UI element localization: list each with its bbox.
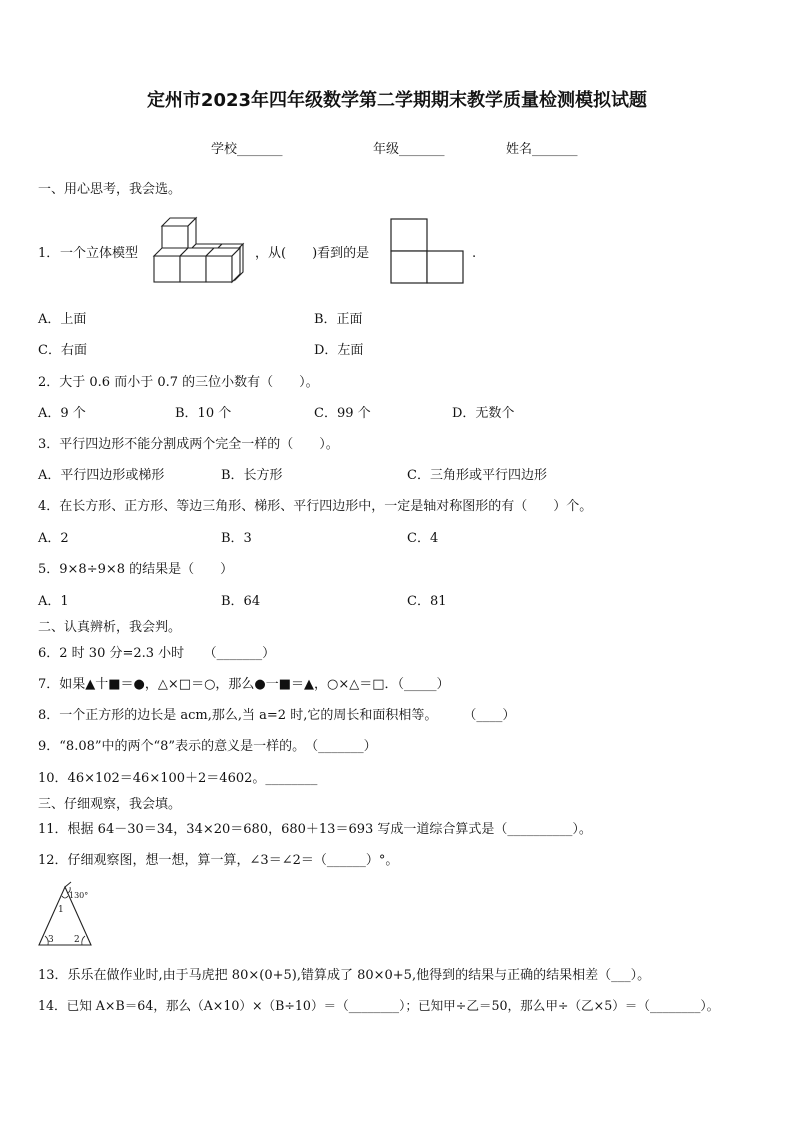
triangle-label-2: 2: [74, 935, 80, 945]
q13-text: 13．乐乐在做作业时,由于马虎把 80×(0+5),错算成了 80×0+5,他得到的结果与正确的结果相差（___）。: [38, 968, 651, 983]
q2-option-d[interactable]: D．无数个: [452, 406, 515, 421]
q7-text: 7．如果▲十■＝●，△×□＝○，那么●一■＝▲，○×△＝□．（_____）: [38, 677, 450, 692]
q8-text: 8．一个正方形的边长是 acm,那么,当 a=2 时,它的周长和面积相等。 （____）: [38, 708, 516, 723]
q1-option-b[interactable]: B．正面: [314, 312, 363, 327]
q3-option-c[interactable]: C．三角形或平行四边形: [407, 468, 547, 483]
q5-option-b[interactable]: B．64: [221, 594, 261, 609]
q3-text: 3．平行四边形不能分割成两个完全一样的（ ）。: [38, 437, 339, 452]
q1-prefix: 一个立体模型: [60, 246, 139, 261]
section-3-heading: 三、仔细观察，我会填。: [38, 797, 182, 812]
page-title: 定州市2023年四年级数学第二学期期末教学质量检测模拟试题: [146, 90, 648, 111]
q2-option-a[interactable]: A．9 个: [38, 406, 86, 421]
q9-text: 9．“8.08”中的两个“8”表示的意义是一样的。 （_______）: [38, 739, 377, 754]
school-field: 学校_______: [211, 142, 283, 157]
q4-option-c[interactable]: C．4: [407, 531, 439, 546]
section-1-heading: 一、用心思考，我会选。: [38, 182, 182, 197]
triangle-label-3: 3: [48, 935, 54, 945]
q10-text: 10．46×102＝46×100＋2＝4602。________: [38, 771, 318, 786]
q1-option-a[interactable]: A．上面: [38, 312, 87, 327]
q1-option-d[interactable]: D．左面: [314, 343, 364, 358]
q1-end: .: [472, 246, 477, 261]
q3-option-a[interactable]: A．平行四边形或梯形: [38, 468, 165, 483]
q6-text: 6．2 时 30 分=2.3 小时 （_______）: [38, 646, 276, 661]
q14-text: 14．已知 A×B＝64，那么（A×10）×（B÷10）＝（________）；已知甲÷乙＝50，那么甲÷（乙×5）＝（________）。: [38, 998, 720, 1013]
name-field: 姓名_______: [506, 142, 578, 157]
section-2-heading: 二、认真辨析，我会判。: [38, 620, 182, 635]
triangle-label-1: 1: [58, 905, 64, 915]
q3-option-b[interactable]: B．长方形: [221, 468, 283, 483]
q5-option-a[interactable]: A．1: [38, 594, 69, 609]
q5-option-c[interactable]: C．81: [407, 594, 447, 609]
triangle-figure: [35, 884, 95, 948]
q12-text: 12．仔细观察图，想一想，算一算，∠3＝∠2＝（______）°。: [38, 853, 399, 868]
q5-text: 5．9×8÷9×8 的结果是（ ）: [38, 562, 234, 577]
triangle-label-130: 130°: [69, 891, 89, 900]
cube-model-figure: [150, 216, 245, 288]
q4-text: 4．在长方形、正方形、等边三角形、梯形、平行四边形中，一定是轴对称图形的有（ ）个。: [38, 499, 593, 514]
q1-number: 1．: [38, 246, 60, 261]
view-figure: [390, 218, 464, 284]
q2-option-b[interactable]: B．10 个: [175, 406, 232, 421]
q4-option-b[interactable]: B．3: [221, 531, 252, 546]
q1-option-c[interactable]: C．右面: [38, 343, 87, 358]
q2-text: 2．大于 0.6 而小于 0.7 的三位小数有（ ）。: [38, 375, 319, 390]
q11-text: 11．根据 64－30＝34，34×20＝680，680＋13＝693 写成一道综合算式是（__________）。: [38, 822, 592, 837]
q4-option-a[interactable]: A．2: [38, 531, 69, 546]
grade-field: 年级_______: [373, 142, 445, 157]
q2-option-c[interactable]: C．99 个: [314, 406, 371, 421]
q1-middle: ，从( )看到的是: [255, 246, 370, 261]
